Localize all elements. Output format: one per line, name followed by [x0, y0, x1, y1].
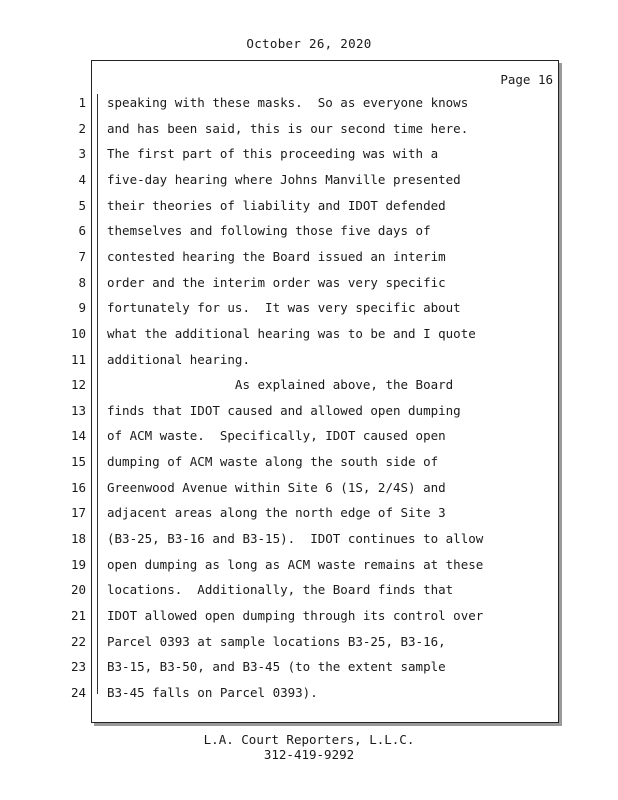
line-number: 15: [70, 454, 86, 470]
footer-company: L.A. Court Reporters, L.L.C.: [203, 732, 415, 747]
line-number: 16: [70, 479, 86, 495]
line-number: 19: [70, 556, 86, 572]
transcript-line: Greenwood Avenue within Site 6 (1S, 2/4S) and: [107, 479, 446, 495]
line-number: 24: [70, 684, 86, 700]
transcript-line: (B3-25, B3-16 and B3-15). IDOT continues to allow: [107, 531, 484, 546]
transcript-line: B3-15, B3-50, and B3-45 (to the extent sample: [107, 659, 446, 675]
transcript-line: adjacent areas along the north edge of Site 3: [107, 505, 446, 521]
transcript-line: what the additional hearing was to be and I quote: [107, 325, 476, 341]
transcript-line: themselves and following those five days of: [107, 223, 431, 239]
line-number: 13: [70, 402, 86, 418]
transcript-line: finds that IDOT caused and allowed open dumping: [107, 402, 461, 418]
transcript-line: open dumping as long as ACM waste remains at these: [107, 556, 484, 572]
line-number: 7: [78, 248, 86, 264]
line-number: 14: [70, 428, 86, 444]
line-number: 1: [78, 95, 86, 110]
line-number: 8: [78, 274, 86, 290]
transcript-line: additional hearing.: [107, 351, 250, 367]
line-number: 10: [70, 325, 86, 341]
transcript-line: Parcel 0393 at sample locations B3-25, B3-16,: [107, 633, 446, 649]
transcript-line: speaking with these masks. So as everyone knows: [107, 95, 469, 110]
transcript-line: The first part of this proceeding was with a: [107, 146, 439, 162]
transcript-line: fortunately for us. It was very specific about: [107, 300, 461, 316]
line-number: 9: [78, 300, 86, 316]
line-number-divider: [97, 94, 98, 694]
line-number: 17: [70, 505, 86, 521]
line-number: 4: [78, 171, 86, 187]
transcript-line: their theories of liability and IDOT defended: [107, 197, 446, 213]
line-number: 22: [70, 633, 86, 649]
line-number: 23: [70, 659, 86, 675]
transcript-line: order and the interim order was very specific: [107, 274, 446, 290]
transcript-line: B3-45 falls on Parcel 0393).: [107, 684, 318, 700]
transcript-line: five-day hearing where Johns Manville presented: [107, 171, 461, 187]
page-header-date: October 26, 2020: [246, 36, 372, 51]
line-number: 2: [78, 120, 86, 136]
transcript-line: locations. Additionally, the Board finds that: [107, 582, 454, 598]
transcript-line: and has been said, this is our second time here.: [107, 120, 469, 136]
transcript-line: dumping of ACM waste along the south side of: [107, 454, 439, 470]
line-number: 5: [78, 197, 86, 213]
footer-phone: 312-419-9292: [263, 747, 355, 762]
line-number: 11: [70, 351, 86, 367]
page-number-label: Page 16: [500, 72, 553, 87]
line-number: 6: [78, 223, 86, 239]
line-number: 18: [70, 531, 86, 546]
line-number: 21: [70, 608, 86, 623]
transcript-line: As explained above, the Board: [107, 377, 454, 393]
transcript-line: of ACM waste. Specifically, IDOT caused open: [107, 428, 446, 444]
line-number: 20: [70, 582, 86, 598]
line-number: 12: [70, 377, 86, 393]
transcript-line: contested hearing the Board issued an interim: [107, 248, 446, 264]
line-number: 3: [78, 146, 86, 162]
transcript-line: IDOT allowed open dumping through its control over: [107, 608, 484, 623]
